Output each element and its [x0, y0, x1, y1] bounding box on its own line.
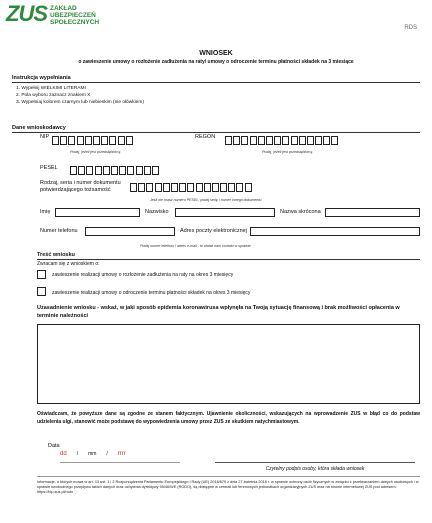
option-1-label: zawieszenie realizacji umowy o rozłożenie zadłużenia na raty na okres 3 miesięcy — [52, 272, 234, 278]
form-title: WNIOSEK — [199, 50, 233, 57]
applicant-heading: Dane wnioskodawcy — [12, 125, 66, 131]
month-placeholder: mm — [88, 451, 97, 457]
divider — [12, 132, 420, 133]
short-name-label: Nazwa skrócona — [280, 209, 321, 215]
last-name-field[interactable] — [175, 208, 275, 217]
nip-input[interactable] — [52, 136, 134, 145]
form-subtitle: o zawieszenie umowy o rozłożenie zadłużenia na raty/ umowy o odroczenie terminu płatności składek na 3 miesiące — [78, 59, 354, 65]
first-name-label: Imię — [40, 209, 51, 215]
doc-label-2: potwierdzającego tożsamość — [40, 187, 111, 193]
first-name-field[interactable] — [55, 208, 140, 217]
form-code: RDS — [404, 25, 417, 31]
phone-label: Numer telefonu — [40, 228, 78, 234]
signature-line — [215, 462, 415, 463]
nip-hint: Podaj, jeżeli jest przedsiębiorcą — [70, 150, 121, 154]
instruction-item: 1. Wypełnij WIELKIMI LITERAMI — [16, 86, 86, 91]
logo-text — [50, 5, 99, 26]
doc-label: Rodzaj, seria i numer dokumentu — [40, 180, 121, 186]
instruction-item: 2. Pola wyboru zaznacz znakiem X — [16, 93, 91, 98]
divider — [37, 476, 420, 477]
email-field[interactable] — [250, 227, 420, 236]
signature-label: Czytelny podpis osoby, która składa wniosek — [265, 466, 365, 472]
logo-line: SPOŁECZNYCH — [50, 19, 100, 26]
option-2-checkbox[interactable] — [37, 287, 46, 296]
option-2-label: zawieszenie realizacji umowy o odroczenie terminu płatności składek na okres 3 miesięcy — [52, 290, 251, 296]
regon-input[interactable] — [225, 136, 340, 145]
date-label: Data — [48, 443, 60, 449]
option-1-checkbox[interactable] — [37, 270, 46, 279]
justification-heading: Uzasadnienie wniosku - wskaż, w jaki sposób epidemia koronawirusa wpłynęła na Twoją sytuację finansową i brak możliwości opłacenia w terminie należności — [37, 305, 400, 319]
logo-line: UBEZPIECZEŃ — [50, 12, 96, 19]
contact-hint: Podaj numer telefonu i adres e-mail - to ułatwi nam kontakt w sprawie — [140, 244, 251, 248]
email-label: Adres poczty elektronicznej — [180, 228, 247, 234]
pesel-label: PESEL — [40, 165, 58, 171]
declaration-text: Oświadczam, że powyższe dane są zgodne ze stanem faktycznym. Ujawnienie okoliczności, wskazujących na wprowadzenie ZUS w błąd co do podstaw udzielenia ulgi, stanowić może podstawę do wypowiedzenia umowy przez ZUS ze skutkiem natychmiastowym. — [37, 411, 420, 425]
day-placeholder: dd — [60, 451, 67, 457]
regon-label: REGON — [195, 134, 216, 140]
date-field[interactable] — [60, 451, 126, 457]
instructions-list — [16, 85, 144, 106]
zus-logo — [6, 2, 116, 32]
logo-mark: ZUS — [6, 1, 47, 26]
document-number-input[interactable] — [130, 183, 253, 192]
date-separator: / — [76, 451, 79, 457]
short-name-field[interactable] — [325, 208, 420, 217]
instructions-heading: Instrukcja wypełniania — [12, 75, 71, 81]
date-underline — [60, 462, 180, 463]
divider — [37, 259, 420, 260]
footer-rodo: Informacje, o których mowa w art. 13 ust. 1 i 2 Rozporządzenia Parlamentu Europejskiego i Rady (UE) 2016/679 z dnia 27 kwietnia 2016 r. w sprawie ochrony osób fizycznych w związku z przetwarzaniem danych osobowych i w sprawie swobodnego przepływu takich danych oraz uchylenia dyrektywy 95/46/WE (RODO), są dostępne w centrali lub terenowych jednostkach organizacyjnych ZUS oraz na stronie internetowej ZUS pod adresem: https://bip.zus.pl/rodo — [37, 480, 419, 494]
phone-field[interactable] — [85, 227, 175, 236]
divider — [12, 82, 420, 83]
doc-hint: Jeśli nie masz numeru PESEL, podaj serię i numer innego dokumentu — [150, 198, 262, 202]
request-lead: Zwracam się z wnioskiem o: — [37, 261, 100, 267]
instruction-item: 3. Wypełniaj kolorem czarnym lub niebieskim (nie ołówkiem) — [16, 100, 144, 105]
year-placeholder: rrrr — [117, 451, 126, 457]
last-name-label: Nazwisko — [145, 209, 169, 215]
date-separator: / — [106, 451, 108, 457]
nip-label: NIP — [40, 134, 50, 140]
pesel-input[interactable] — [70, 166, 160, 175]
request-heading: Treść wniosku — [37, 252, 75, 258]
logo-line: ZAKŁAD — [50, 5, 77, 12]
regon-hint: Podaj, jeżeli jest przedsiębiorcą — [262, 150, 313, 154]
justification-textarea[interactable] — [37, 324, 420, 404]
